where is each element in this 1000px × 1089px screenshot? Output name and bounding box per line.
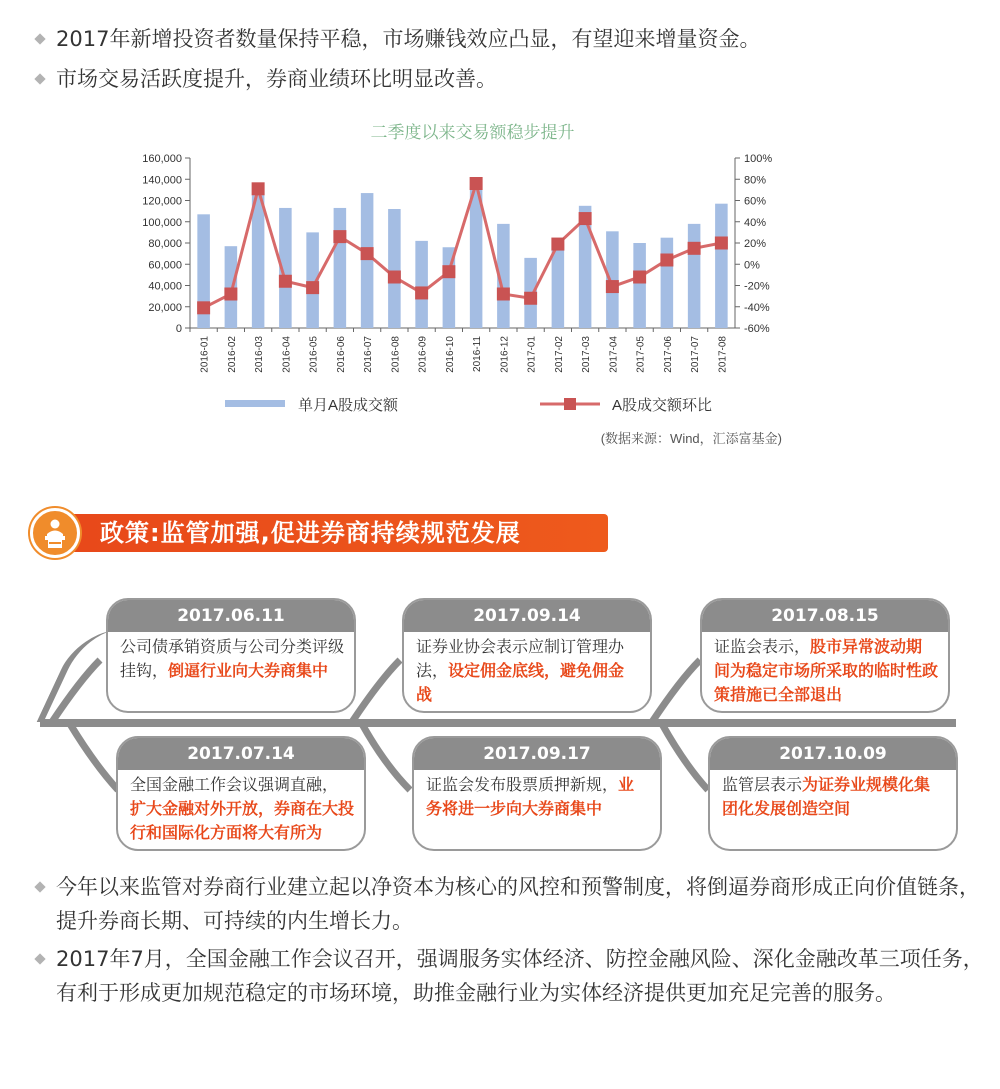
- bullet-text: 2017年新增投资者数量保持平稳，市场赚钱效应凸显，有望迎来增量资金。: [56, 27, 761, 51]
- bar: [415, 241, 428, 328]
- line-point: [634, 271, 646, 283]
- right-tick-label: 20%: [744, 238, 767, 250]
- left-tick-label: 60,000: [148, 259, 182, 272]
- bar: [361, 193, 374, 328]
- bar: [633, 243, 646, 328]
- timeline-highlight: 为证券业规模化集团化发展创造空间: [722, 775, 931, 818]
- timeline-date: 2017.07.14: [118, 738, 364, 770]
- bullet-diamond-icon: [34, 73, 45, 84]
- legend-bar-swatch: [225, 400, 285, 407]
- bar: [225, 246, 238, 328]
- bar: [334, 208, 347, 328]
- bullet-item: [34, 942, 984, 1010]
- x-tick-label: 2017-01: [526, 336, 538, 373]
- left-tick-label: 80,000: [148, 238, 182, 250]
- line-point: [307, 282, 319, 294]
- right-tick-label: -20%: [744, 280, 770, 293]
- bullet-text: 市场交易活跃度提升，券商业绩环比明显改善。: [56, 67, 497, 91]
- left-tick-label: 140,000: [142, 174, 182, 187]
- x-tick-label: 2016-02: [226, 336, 238, 373]
- line-point: [579, 213, 591, 225]
- right-tick-label: 60%: [744, 195, 767, 208]
- x-tick-label: 2016-09: [417, 336, 429, 373]
- left-tick-label: 0: [175, 323, 182, 335]
- policy-title: 政策:监管加强,促进券商持续规范发展: [100, 519, 521, 547]
- x-tick-label: 2016-07: [363, 336, 375, 373]
- bullet-diamond-icon: [34, 33, 45, 44]
- bar: [606, 231, 619, 328]
- line-point: [661, 254, 673, 266]
- bullet-text: 今年以来监管对券商行业建立起以净资本为核心的风控和预警制度，将倒逼券商形成正向价值链条，提升券商长期、可持续的内生增长力。: [56, 875, 980, 933]
- x-tick-label: 2016-08: [390, 336, 402, 373]
- x-tick-label: 2016-06: [335, 336, 347, 373]
- bar: [688, 224, 701, 328]
- x-tick-label: 2016-01: [199, 336, 211, 373]
- x-tick-label: 2016-12: [499, 336, 511, 373]
- line-point: [198, 302, 210, 314]
- line-point: [252, 183, 264, 195]
- line-point: [443, 266, 455, 278]
- timeline-highlight: 设定佣金底线，避免佣金战: [416, 661, 625, 704]
- timeline-card: [116, 736, 366, 851]
- left-tick-label: 20,000: [148, 301, 182, 314]
- bullet-item: [34, 870, 984, 938]
- x-tick-label: 2017-07: [690, 336, 702, 373]
- right-tick-label: 0%: [744, 259, 760, 272]
- x-tick-label: 2016-04: [281, 336, 293, 373]
- timeline-text: 证监会表示，股市异常波动期间为稳定市场所采取的临时性政策措施已全部退出: [714, 637, 939, 704]
- timeline-text: 证监会发布股票质押新规，业务将进一步向大券商集中: [426, 775, 635, 818]
- line-point: [715, 237, 727, 249]
- bullet-diamond-icon: [34, 953, 45, 964]
- x-tick-label: 2016-05: [308, 336, 320, 373]
- right-tick-label: 80%: [744, 174, 767, 187]
- timeline-highlight: 业务将进一步向大券商集中: [426, 775, 635, 818]
- x-tick-label: 2016-11: [472, 336, 484, 372]
- chart-source-note: (数据来源：Wind，汇添富基金): [600, 431, 782, 446]
- line-point: [225, 288, 237, 300]
- x-tick-label: 2017-05: [635, 336, 647, 373]
- line-point: [361, 248, 373, 260]
- right-tick-label: 100%: [744, 153, 773, 165]
- line-point: [470, 178, 482, 190]
- line-point: [688, 242, 700, 254]
- bar: [388, 209, 401, 328]
- chart-canvas: [130, 112, 810, 457]
- timeline-text: 公司债承销资质与公司分类评级挂钩，倒逼行业向大券商集中: [120, 637, 345, 680]
- x-tick-label: 2017-03: [581, 336, 593, 373]
- x-tick-label: 2017-02: [553, 336, 565, 373]
- timeline-date: 2017.08.15: [702, 600, 948, 632]
- bullet-item: [34, 62, 984, 96]
- x-tick-label: 2017-04: [608, 336, 620, 373]
- left-tick-label: 100,000: [142, 216, 182, 229]
- line-point: [388, 271, 400, 283]
- x-tick-label: 2016-03: [254, 336, 266, 373]
- right-tick-label: -60%: [744, 323, 770, 335]
- timeline-date: 2017.09.14: [404, 600, 650, 632]
- timeline-text: 监管层表示为证券业规模化集团化发展创造空间: [722, 775, 931, 818]
- right-tick-label: -40%: [744, 301, 770, 314]
- timeline-card: [708, 736, 958, 851]
- bar: [252, 195, 265, 328]
- timeline-highlight: 倒逼行业向大券商集中: [168, 661, 329, 680]
- left-tick-label: 120,000: [142, 195, 182, 208]
- line-point: [334, 231, 346, 243]
- turnover-chart: [130, 112, 810, 457]
- timeline-card: [106, 598, 356, 713]
- right-tick-label: 40%: [744, 216, 767, 229]
- legend-line-label: A股成交额环比: [612, 397, 713, 414]
- bar: [715, 204, 728, 328]
- x-tick-label: 2017-06: [662, 336, 674, 373]
- bullet-item: [34, 22, 984, 56]
- left-tick-label: 160,000: [142, 153, 182, 165]
- left-tick-label: 40,000: [148, 280, 182, 293]
- policy-timeline: [40, 590, 960, 860]
- line-point: [416, 287, 428, 299]
- line-point: [552, 238, 564, 250]
- timeline-text: 证券业协会表示应制订管理办法，设定佣金底线，避免佣金战: [416, 637, 625, 704]
- policy-banner: [30, 508, 608, 556]
- x-tick-label: 2017-08: [717, 336, 729, 373]
- timeline-axis: [40, 719, 956, 727]
- timeline-date: 2017.09.17: [414, 738, 660, 770]
- timeline-highlight: 扩大金融对外开放，券商在大投行和国际化方面将大有所为: [130, 799, 355, 842]
- bar: [661, 238, 674, 328]
- timeline-highlight: 股市异常波动期间为稳定市场所采取的临时性政策措施已全部退出: [714, 637, 939, 704]
- timeline-text: 全国金融工作会议强调直融，扩大金融对外开放，券商在大投行和国际化方面将大有所为: [130, 775, 355, 842]
- line-point: [606, 281, 618, 293]
- timeline-card: [412, 736, 662, 851]
- line-point: [525, 292, 537, 304]
- timeline-card: [402, 598, 652, 713]
- timeline-date: 2017.10.09: [710, 738, 956, 770]
- bar: [470, 187, 483, 328]
- legend-line-marker: [564, 398, 576, 410]
- bullet-diamond-icon: [34, 881, 45, 892]
- legend-bar-label: 单月A股成交额: [298, 397, 399, 414]
- speaker-podium-icon: [30, 508, 80, 558]
- timeline-date: 2017.06.11: [108, 600, 354, 632]
- chart-title: 二季度以来交易额稳步提升: [370, 123, 575, 142]
- bullet-text: 2017年7月，全国金融工作会议召开，强调服务实体经济、防控金融风险、深化金融改革三项任务，有利于形成更加规范稳定的市场环境，助推金融行业为实体经济提供更加充足完善的服务。: [56, 947, 984, 1005]
- bar: [552, 244, 565, 328]
- timeline-card: [700, 598, 950, 713]
- x-tick-label: 2016-10: [444, 336, 456, 373]
- line-point: [279, 275, 291, 287]
- line-point: [497, 288, 509, 300]
